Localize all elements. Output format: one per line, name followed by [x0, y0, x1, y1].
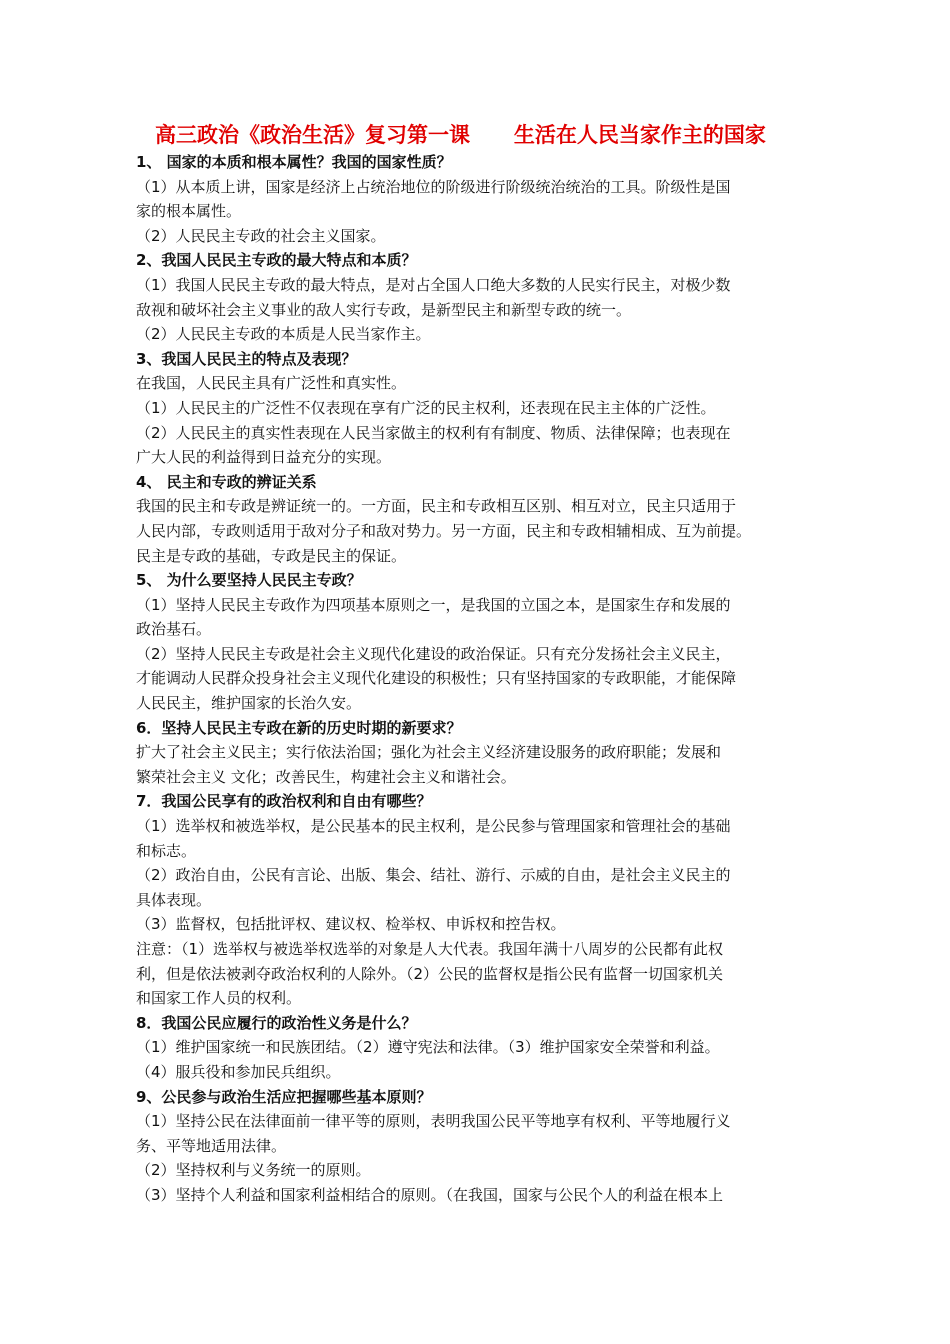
body-text-line: （1）从本质上讲，国家是经济上占统治地位的阶级进行阶级统治统治的工具。阶级性是国 — [136, 177, 731, 196]
body-text-line: （2）人民民主专政的本质是人民当家作主。 — [136, 325, 431, 344]
body-text-line: 我国的民主和专政是辨证统一的。一方面，民主和专政相互区别、相互对立，民主只适用于 — [136, 497, 737, 516]
body-text-line: 和国家工作人员的权利。 — [136, 989, 302, 1008]
question-heading: 6．坚持人民民主专政在新的历史时期的新要求？ — [136, 718, 462, 737]
question-heading: 2、我国人民民主专政的最大特点和本质？ — [136, 251, 417, 270]
question-heading: 7．我国公民享有的政治权利和自由有哪些？ — [136, 792, 432, 811]
body-text-line: （2）人民民主的真实性表现在人民当家做主的权利有有制度、物质、法律保障；也表现在 — [136, 423, 731, 442]
body-text-line: （1）坚持公民在法律面前一律平等的原则，表明我国公民平等地享有权利、平等地履行义 — [136, 1112, 731, 1131]
body-text-line: （1）我国人民民主专政的最大特点，是对占全国人口绝大多数的人民实行民主，对极少数 — [136, 275, 731, 294]
body-text-line: 人民民主，维护国家的长治久安。 — [136, 694, 362, 713]
body-text-line: （2）坚持人民民主专政是社会主义现代化建设的政治保证。只有充分发扬社会主义民主， — [136, 644, 731, 663]
question-heading: 8．我国公民应履行的政治性义务是什么？ — [136, 1013, 417, 1032]
body-text-line: （2）坚持权利与义务统一的原则。 — [136, 1161, 371, 1180]
body-text-line: （4）服兵役和参加民兵组织。 — [136, 1062, 341, 1081]
body-text-line: （3）监督权，包括批评权、建议权、检举权、申诉权和控告权。 — [136, 915, 566, 934]
document-body — [136, 150, 822, 1208]
body-text-line: 民主是专政的基础，专政是民主的保证。 — [136, 546, 407, 565]
body-text-line: 广大人民的利益得到日益充分的实现。 — [136, 448, 392, 467]
body-text-line: （1）维护国家统一和民族团结。（2）遵守宪法和法律。（3）维护国家安全荣誉和利益。 — [136, 1038, 720, 1057]
body-text-line: （3）坚持个人利益和国家利益相结合的原则。（在我国，国家与公民个人的利益在根本上 — [136, 1185, 724, 1204]
body-text-line: 政治基石。 — [136, 620, 212, 639]
body-text-line: 务、平等地适用法律。 — [136, 1136, 287, 1155]
body-text-line: 和标志。 — [136, 841, 197, 860]
question-heading: 3、我国人民民主的特点及表现？ — [136, 349, 357, 368]
body-text-line: （1）选举权和被选举权，是公民基本的民主权利，是公民参与管理国家和管理社会的基础 — [136, 817, 731, 836]
question-heading: 9、公民参与政治生活应把握哪些基本原则？ — [136, 1087, 432, 1106]
body-text-line: （1）人民民主的广泛性不仅表现在享有广泛的民主权利，还表现在民主主体的广泛性。 — [136, 398, 716, 417]
body-text-line: 扩大了社会主义民主；实行依法治国；强化为社会主义经济建设服务的政府职能；发展和 — [136, 743, 722, 762]
body-text-line: 在我国，人民民主具有广泛性和真实性。 — [136, 374, 407, 393]
body-text-line: 才能调动人民群众投身社会主义现代化建设的积极性；只有坚持国家的专政职能，才能保障 — [136, 669, 737, 688]
question-heading: 4、 民主和专政的辨证关系 — [136, 472, 317, 491]
question-heading: 1、 国家的本质和根本属性？我国的国家性质？ — [136, 153, 452, 171]
body-text-line: 注意：（1）选举权与被选举权选举的对象是人大代表。我国年满十八周岁的公民都有此权 — [136, 940, 724, 958]
body-text-line: 家的根本属性。 — [136, 202, 242, 221]
body-text-line: （1）坚持人民民主专政作为四项基本原则之一，是我国的立国之本，是国家生存和发展的 — [136, 595, 731, 614]
body-text-line: 人民内部，专政则适用于敌对分子和敌对势力。另一方面，民主和专政相辅相成、互为前提。 — [136, 521, 752, 540]
body-text-line: 繁荣社会主义 文化；改善民生，构建社会主义和谐社会。 — [136, 767, 516, 786]
body-text-line: 利，但是依法被剥夺政治权利的人除外。（2）公民的监督权是指公民有监督一切国家机关 — [136, 964, 724, 983]
page-title: 高三政治《政治生活》复习第一课 生活在人民当家作主的国家 — [155, 123, 766, 147]
body-text-line: 敌视和破坏社会主义事业的敌人实行专政，是新型民主和新型专政的统一。 — [136, 300, 632, 319]
body-text-line: 具体表现。 — [136, 890, 212, 909]
question-heading: 5、 为什么要坚持人民民主专政？ — [136, 571, 362, 590]
body-text-line: （2）政治自由，公民有言论、出版、集会、结社、游行、示威的自由，是社会主义民主的 — [136, 866, 731, 885]
body-text-line: （2）人民民主专政的社会主义国家。 — [136, 226, 386, 245]
